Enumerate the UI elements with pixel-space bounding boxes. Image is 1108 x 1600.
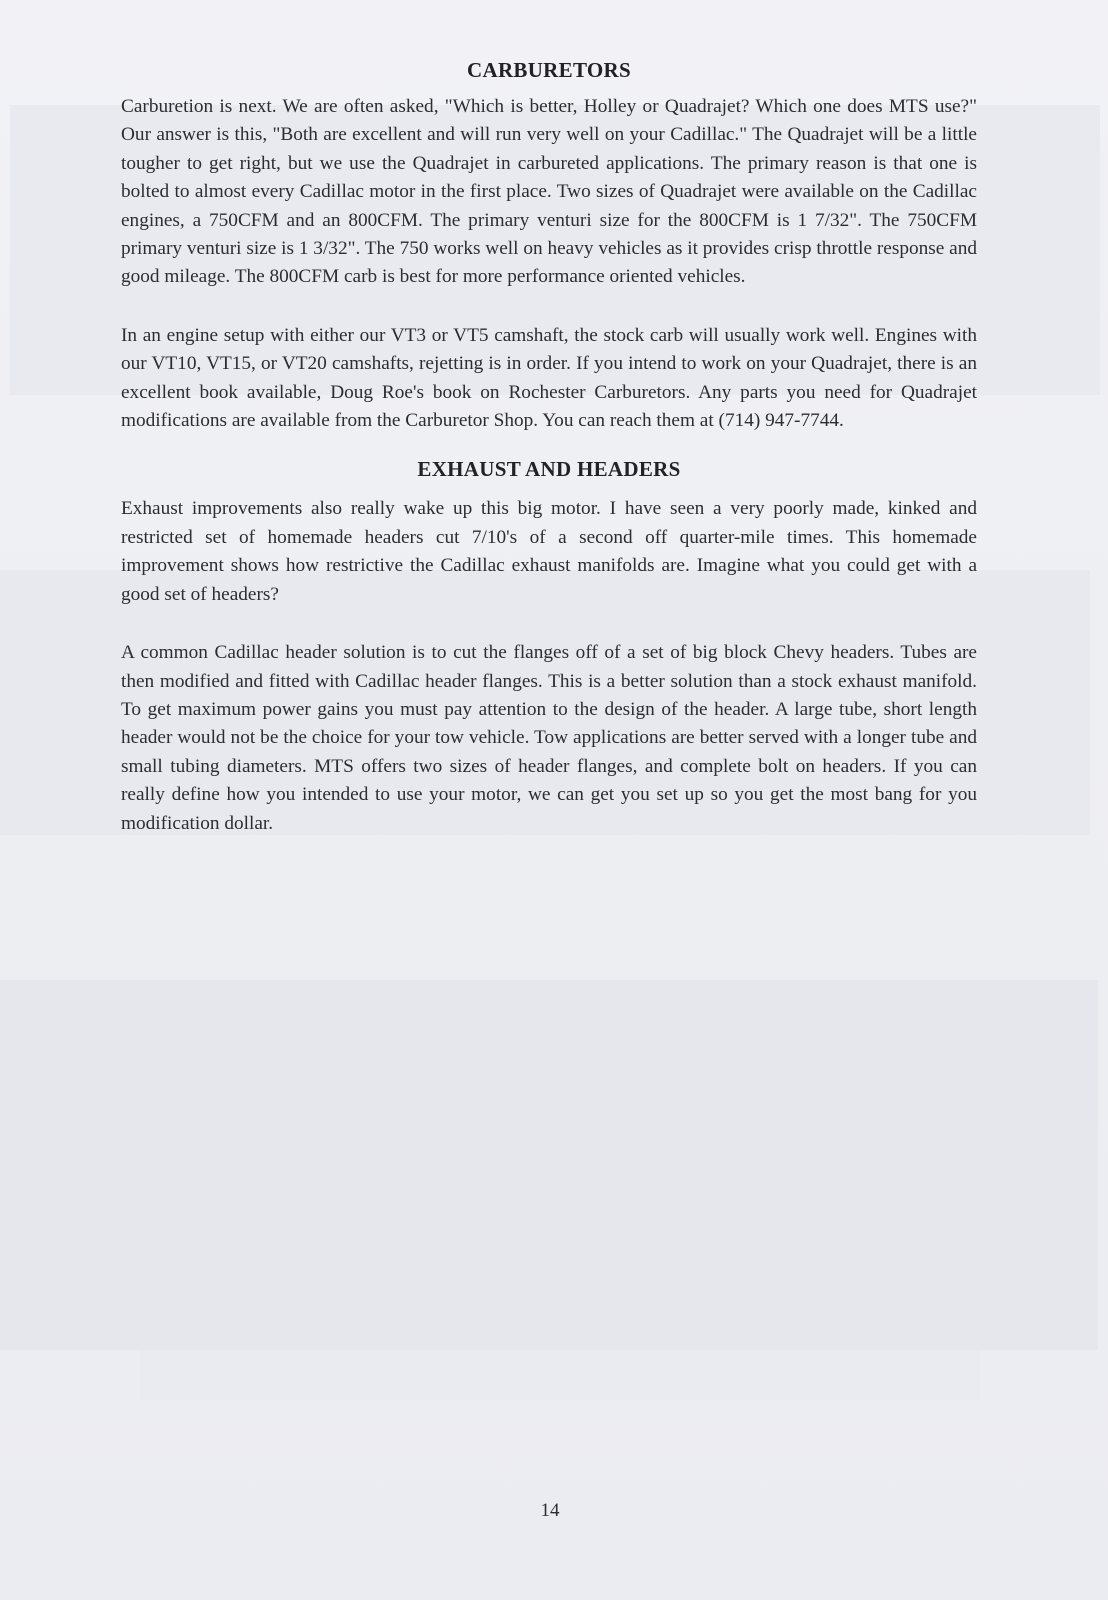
page-number: 14 xyxy=(540,1500,560,1521)
exhaust-paragraph-2: A common Cadillac header solution is to cut the flanges off of a set of big block Chevy headers. Tubes are then modified and fitted with Cadillac header flanges. This is a better solution than a stock exhaust manifold. To get maximum power gains you must pay attention to the design of the header. A large tube, short length header would not be the choice for your tow vehicle. Tow applications are better served with a longer tube and small tubing diameters. MTS offers two sizes of header flanges, and complete bolt on headers. If you can really define how you intended to use your motor, we can get you set up so you get the most bang for you modification dollar. xyxy=(121,642,977,834)
page-body xyxy=(121,58,977,838)
carburetors-paragraph-1: Carburetion is next. We are often asked, "Which is better, Holley or Quadrajet? Which one does MTS use?" Our answer is this, "Both are excellent and will run very well on your Cadillac." The Quadrajet will be a little tougher to get right, but we use the Quadrajet in carbureted applications. The primary reason is that one is bolted to almost every Cadillac motor in the first place. Two sizes of Quadrajet were available on the Cadillac engines, a 750CFM and an 800CFM. The primary venturi size for the 800CFM is 1 7/32". The 750CFM primary venturi size is 1 3/32". The 750 works well on heavy vehicles as it provides crisp throttle response and good mileage. The 800CFM carb is best for more performance oriented vehicles. xyxy=(121,96,977,288)
show-through-panel xyxy=(0,980,1098,1350)
show-through-panel xyxy=(140,1350,980,1400)
section-heading-exhaust-and-headers: EXHAUST AND HEADERS xyxy=(417,457,681,482)
carburetors-paragraph-2: In an engine setup with either our VT3 or VT5 camshaft, the stock carb will usually work well. Engines with our VT10, VT15, or VT20 camshafts, rejetting is in order. If you intend to work on your Quadrajet, there is an excellent book available, Doug Roe's book on Rochester Carburetors. Any parts you need for Quadrajet modifications are available from the Carburetor Shop. You can reach them at (714) 947-7744. xyxy=(121,324,977,432)
section-heading-carburetors: CARBURETORS xyxy=(467,58,631,82)
exhaust-paragraph-1: Exhaust improvements also really wake up this big motor. I have seen a very poorly made, kinked and restricted set of homemade headers cut 7/10's of a second off quarter-mile times. This homemade improvement shows how restrictive the Cadillac exhaust manifolds are. Imagine what you could get with a good set of headers? xyxy=(121,498,977,605)
